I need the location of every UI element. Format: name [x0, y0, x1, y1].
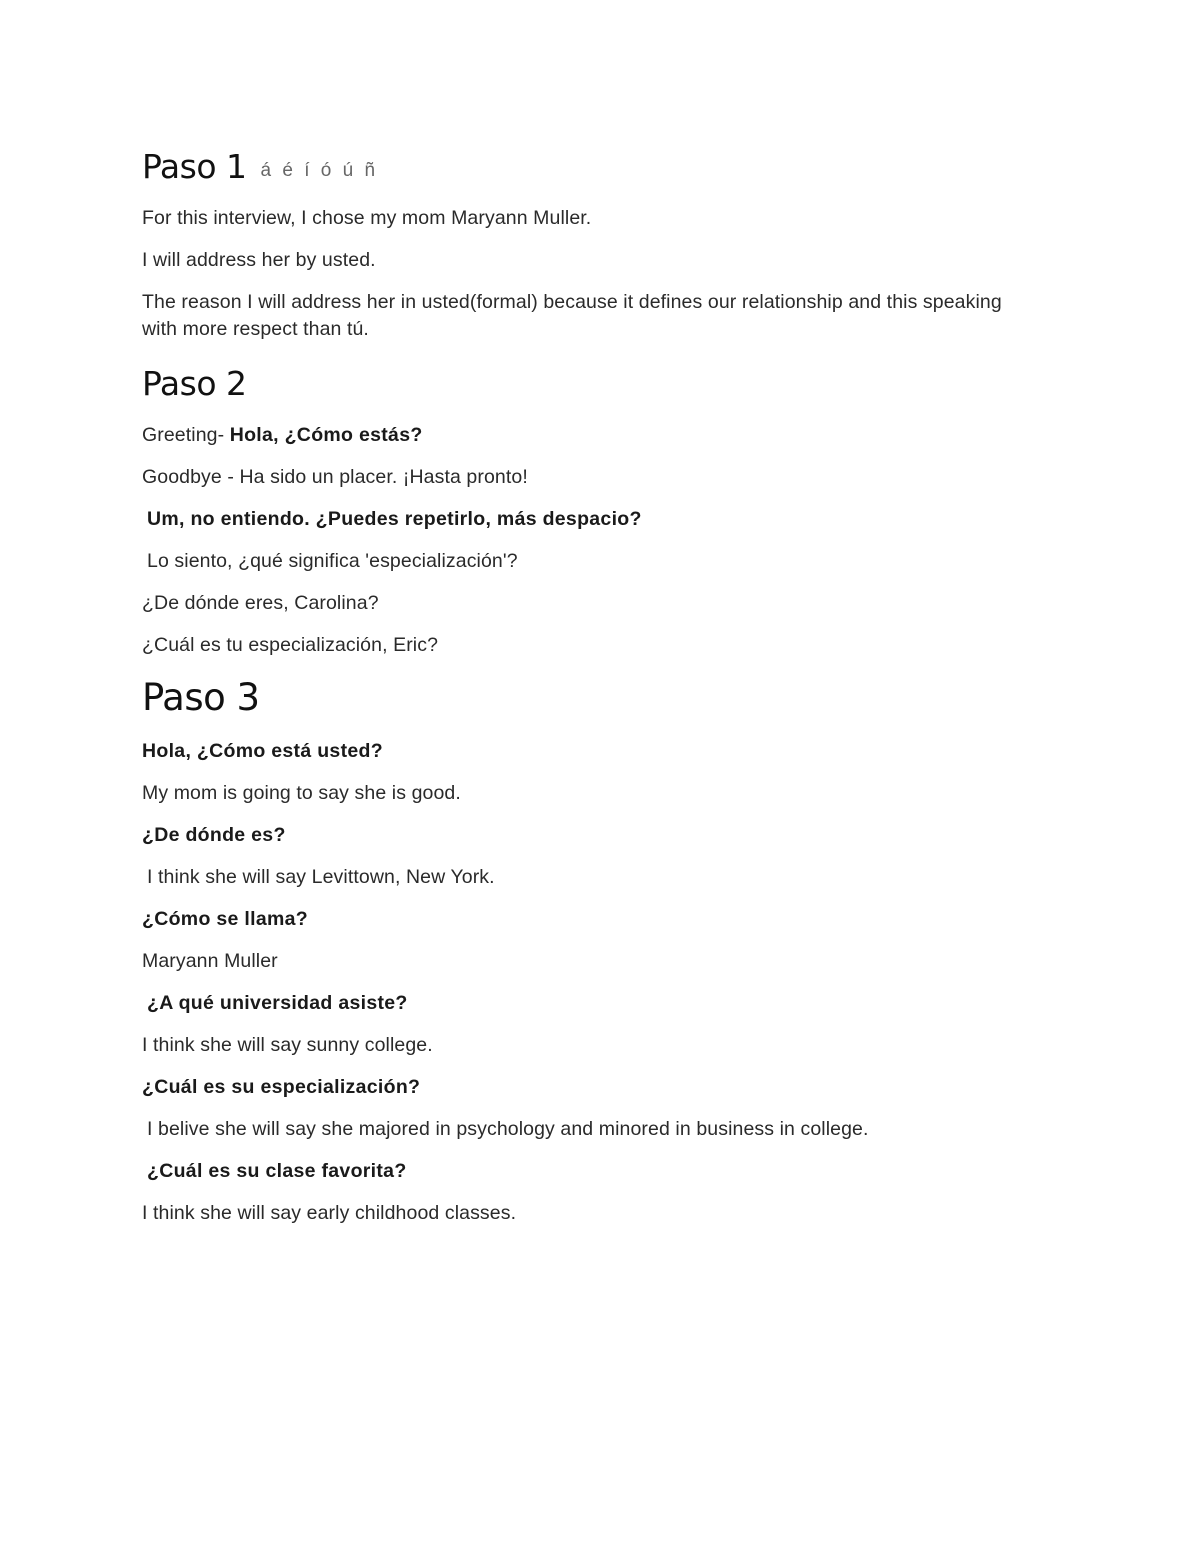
paso-3-heading: Paso 3 — [142, 676, 260, 719]
greeting-text: Hola, ¿Cómo estás? — [229, 424, 423, 446]
answer-major: I belive she will say she majored in psychology and minored in business in college. — [147, 1118, 869, 1140]
major-question-line: ¿Cuál es tu especialización, Eric? — [142, 634, 439, 656]
repeat-request-line: Um, no entiendo. ¿Puedes repetirlo, más despacio? — [147, 508, 642, 530]
answer-favorite-class: I think she will say early childhood classes. — [142, 1202, 517, 1224]
question-major: ¿Cuál es su especialización? — [142, 1076, 421, 1098]
goodbye-line: Goodbye - Ha sido un placer. ¡Hasta pronto! — [142, 466, 528, 488]
reason-line: The reason I will address her in usted(formal) because it defines our relationship and this speaking with more respect than tú. — [142, 291, 1002, 340]
answer-greeting: My mom is going to say she is good. — [142, 782, 461, 804]
question-university: ¿A qué universidad asiste? — [147, 992, 408, 1014]
question-greeting: Hola, ¿Cómo está usted? — [142, 740, 383, 762]
answer-university: I think she will say sunny college. — [142, 1034, 433, 1056]
paso-2-heading: Paso 2 — [142, 364, 247, 403]
greeting-line — [142, 422, 1042, 449]
question-name: ¿Cómo se llama? — [142, 908, 308, 930]
greeting-label: Greeting- — [142, 424, 230, 446]
accent-characters: á é í ó ú ñ — [260, 160, 379, 181]
paso-1-heading — [142, 147, 1042, 186]
question-origin: ¿De dónde es? — [142, 824, 286, 846]
paso-1-title: Paso 1 — [142, 147, 247, 186]
answer-name: Maryann Muller — [142, 950, 278, 972]
document-body — [142, 140, 1042, 1227]
address-line: I will address her by usted. — [142, 249, 376, 271]
answer-origin: I think she will say Levittown, New York. — [147, 866, 495, 888]
interview-choice-line: For this interview, I chose my mom Maryann Muller. — [142, 207, 592, 229]
origin-question-line: ¿De dónde eres, Carolina? — [142, 592, 379, 614]
question-favorite-class: ¿Cuál es su clase favorita? — [147, 1160, 407, 1182]
meaning-question-line: Lo siento, ¿qué significa 'especialización'? — [147, 550, 518, 572]
